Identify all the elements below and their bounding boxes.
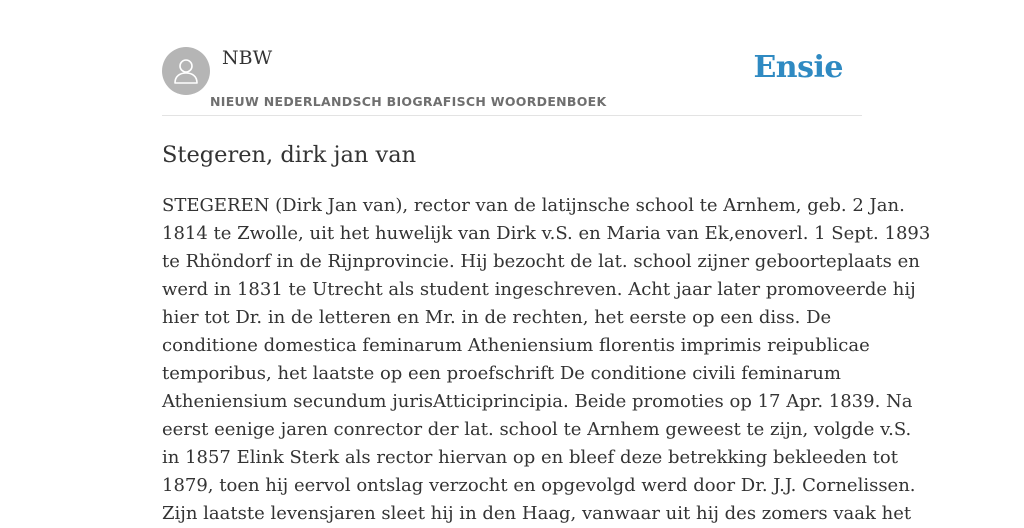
article-title: Stegeren, dirk jan van xyxy=(162,142,417,168)
source-avatar[interactable] xyxy=(162,47,210,95)
article-body-line: conditione domestica feminarum Atheniensium florentis imprimis reipublicae xyxy=(162,335,870,356)
article-body-line: hier tot Dr. in de letteren en Mr. in de rechten, het eerste op een diss. De xyxy=(162,307,832,328)
article-body-line: STEGEREN (Dirk Jan van), rector van de latijnsche school te Arnhem, geb. 2 Jan. xyxy=(162,195,905,216)
source-full-name: NIEUW NEDERLANDSCH BIOGRAFISCH WOORDENBOEK xyxy=(210,94,607,109)
article-body-line: Atheniensium secundum jurisAtticiprincipia. Beide promoties op 17 Apr. 1839. Na xyxy=(162,391,913,412)
article-body xyxy=(162,192,931,528)
article-body-line: te Rhöndorf in de Rijnprovincie. Hij bezocht de lat. school zijner geboorteplaats en xyxy=(162,251,920,272)
article-body-line: Zijn laatste levensjaren sleet hij in den Haag, vanwaar uit hij des zomers vaak het xyxy=(162,503,912,524)
page-container xyxy=(162,0,931,524)
article-body-line: in 1857 Elink Sterk als rector hiervan op en bleef deze betrekking bekleeden tot xyxy=(162,447,898,468)
source-abbreviation[interactable]: NBW xyxy=(222,47,273,69)
article-body-line: 1814 te Zwolle, uit het huwelijk van Dirk v.S. en Maria van Ek,enoverl. 1 Sept. 1893 xyxy=(162,223,931,244)
user-icon xyxy=(173,57,199,85)
article-body-line: eerst eenige jaren conrector der lat. school te Arnhem geweest te zijn, volgde v.S. xyxy=(162,419,912,440)
article-body-line: temporibus, het laatste op een proefschrift De conditione civili feminarum xyxy=(162,363,841,384)
article-body-line: werd in 1831 te Utrecht als student ingeschreven. Acht jaar later promoveerde hij xyxy=(162,279,916,300)
ensie-logo[interactable]: Ensie xyxy=(753,50,843,85)
article-body-line: 1879, toen hij eervol ontslag verzocht en opgevolgd werd door Dr. J.J. Cornelissen. xyxy=(162,475,916,496)
source-header xyxy=(162,0,862,116)
